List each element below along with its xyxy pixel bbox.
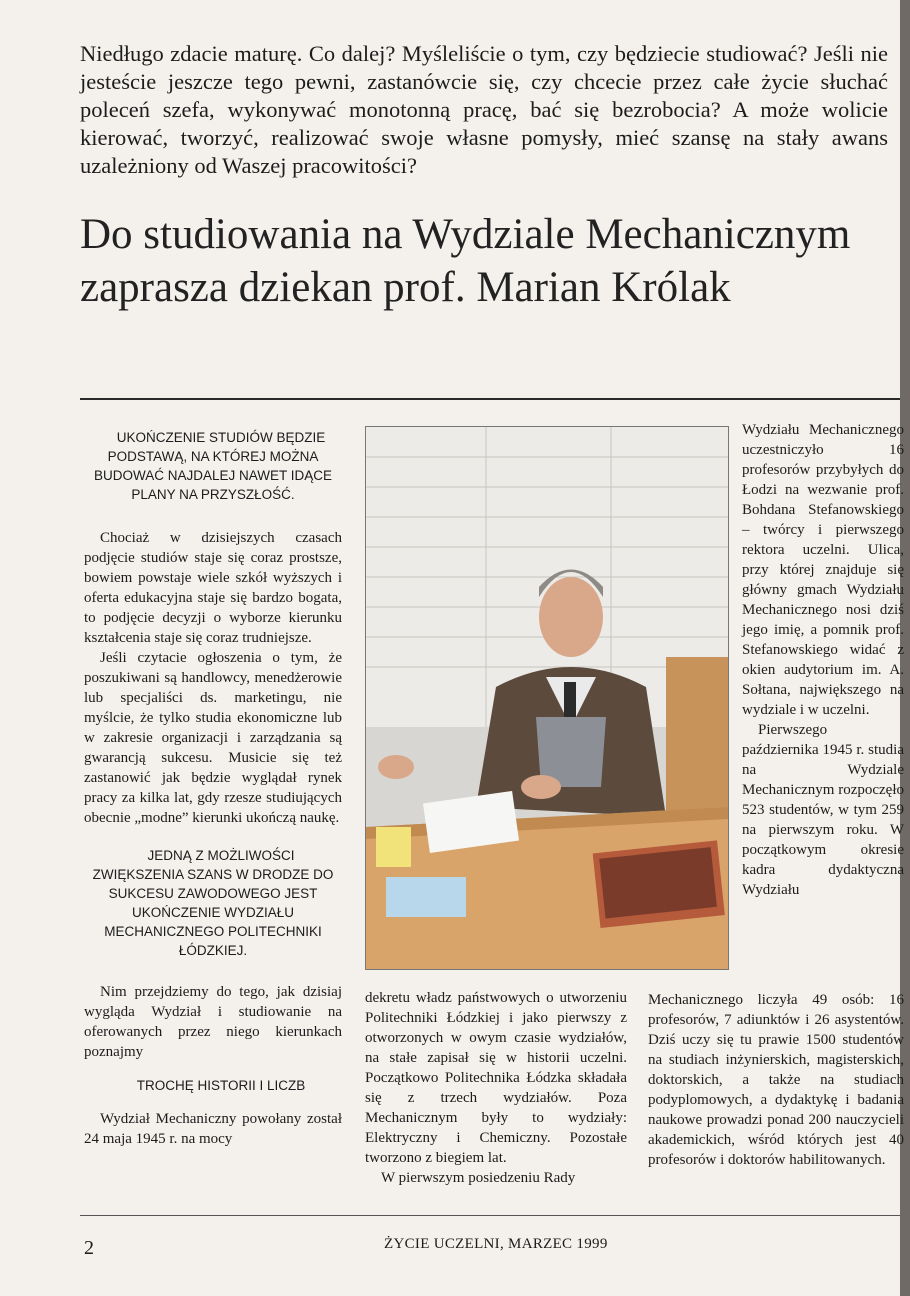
dean-photo: [365, 426, 729, 970]
subhead-2: JEDNĄ Z MOŻLIWOŚCI ZWIĘKSZENIA SZANS W DRODZE DO SUKCESU ZAWODOWEGO JEST UKOŃCZENIE WYDZIAŁU MECHANICZNEGO POLITECHNIKI ŁÓDZKIEJ.: [92, 848, 334, 958]
column-2: [365, 988, 627, 1188]
column-3-lower: [648, 990, 904, 1170]
paragraph: dekretu władz państwowych o utworzeniu Politechniki Łódzkiej i jako pierwszy z otworzonych w owym czasie wydziałów, na stałe zapisał się w historii uczelni. Początkowo Politechnika Łódzka składała się z trzech wydziałów. Poza Mechanicznym były to wydziały: Elektryczny i Chemiczny. Pozostałe tworzono z biegiem lat.: [365, 990, 627, 1166]
paragraph: W pierwszym posiedzeniu Rady: [381, 1170, 576, 1186]
page-number: 2: [84, 1237, 94, 1259]
paragraph: Wydział Mechaniczny powołany został 24 maja 1945 r. na mocy: [84, 1111, 342, 1147]
column-3-upper: [742, 420, 904, 900]
paragraph: Wydziału Mechanicznego uczestniczyło 16 profesorów przybyłych do Łodzi na wezwanie prof. Bohdana Stefanowskiego – twórcy i pierwszego rektora uczelni. Ulica, przy której znajduje się główny gmach Wydziału Mechanicznego nosi dziś jego imię, a pomnik prof. Stefanowskiego widać z okien audytorium im. A. Sołtana, największego na wydziale i w uczelni.: [742, 422, 904, 718]
paragraph: Jeśli czytacie ogłoszenia o tym, że poszukiwani są handlowcy, menedżerowie lub specjaliści ds. marketingu, nie myślcie, że tylko studia ekonomiczne lub w zakresie organizacji i zarządzania są gwarancją sukcesu. Musicie się też zastanowić jak będzie wyglądał rynek pracy za kilka lat, gdy rzesze studiujących obecnie „modne” kierunki ukończą naukę.: [84, 650, 342, 826]
footer-rule: [80, 1215, 900, 1216]
subhead-1: UKOŃCZENIE STUDIÓW BĘDZIE PODSTAWĄ, NA KTÓREJ MOŻNA BUDOWAĆ NAJDALEJ NAWET IDĄCE PLANY NA PRZYSZŁOŚĆ.: [93, 430, 333, 502]
intro-paragraph: Niedługo zdacie maturę. Co dalej? Myśleliście o tym, czy będziecie studiować? Jeśli nie jesteście jeszcze tego pewni, zastanówcie się, czy chcecie przez całe życie słuchać poleceń szefa, wykonywać monotonną pracę, bać się bezrobocia? A może wolicie kierować, tworzyć, realizować swoje własne pomysły, mieć szansę na stały awans uzależniony od Waszej pracowitości?: [80, 41, 888, 178]
paragraph: Pierwszego października 1945 r. studia na Wydziale Mechanicznym rozpoczęło 523 studentów, w tym 259 na pierwszym roku. W początkowym okresie kadra dydaktyczna Wydziału: [742, 722, 905, 898]
article-headline: Do studiowania na Wydziale Mechanicznym zaprasza dziekan prof. Marian Królak: [80, 211, 851, 311]
column-1: [84, 428, 342, 1149]
paragraph: Mechanicznego liczyła 49 osób: 16 profesorów, 7 adiunktów i 26 asystentów. Dziś uczy się tu prawie 1500 studentów na studiach inżynierskich, magisterskich, doktorskich, a także na studiach podyplomowych, a dydaktykę i badania naukowe prowadzi ponad 200 nauczycieli akademickich, wśród których jest 40 profesorów i doktorów habilitowanych.: [648, 992, 904, 1168]
publication-footer: ŻYCIE UCZELNI, MARZEC 1999: [384, 1236, 608, 1252]
paragraph: Chociaż w dzisiejszych czasach podjęcie studiów staje się coraz prostsze, bowiem powstaje wiele szkół wyższych i oferta edukacyjna staje się bardzo bogata, to podjęcie decyzji o wyborze kierunku kształcenia staje się coraz trudniejsze.: [84, 530, 342, 646]
headline-rule: [80, 398, 900, 400]
paragraph: Nim przejdziemy do tego, jak dzisiaj wygląda Wydział i studiowanie na oferowanych przez niego kierunkach poznajmy: [84, 984, 342, 1060]
subhead-3: TROCHĘ HISTORII I LICZB: [136, 1078, 306, 1093]
